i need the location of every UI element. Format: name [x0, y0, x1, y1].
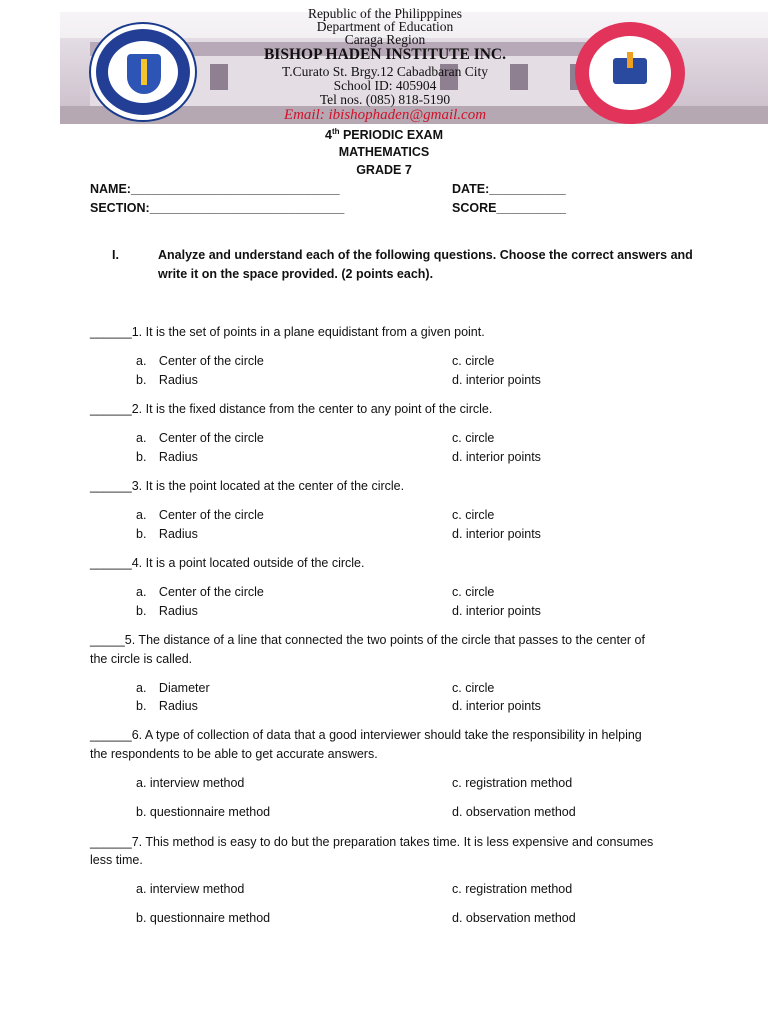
question-1-choice-d: d. interior points [452, 373, 541, 387]
header-department: Department of Education [316, 19, 454, 34]
question-7-choice-c: c. registration method [452, 882, 573, 896]
question-6-stem-cont: the respondents to be able to get accurate answers. [90, 747, 378, 761]
question-6-stem[interactable]: ______6. A type of collection of data that a good interviewer should take the responsibility in helping [90, 728, 642, 742]
question-4-choice-b: b. Radius [136, 604, 198, 618]
question-5-choice-d: d. interior points [452, 699, 541, 713]
header-school-id: School ID: 405904 [333, 78, 437, 93]
question-2-choice-c: c. circle [452, 431, 495, 445]
question-7-stem-cont: less time. [90, 853, 143, 867]
question-5-choice-b: b. Radius [136, 699, 198, 713]
exam-title: 4th PERIODIC EXAM [324, 127, 443, 143]
question-5-choice-c: c. circle [452, 681, 495, 695]
question-7-choice-a: a. interview method [136, 882, 245, 896]
header-telephone: Tel nos. (085) 818-5190 [319, 92, 451, 107]
question-3-choice-b: b. Radius [136, 527, 198, 541]
instruction-numeral: I. [112, 248, 119, 262]
question-2-choice-a: a. Center of the circle [136, 431, 264, 445]
question-1-choice-a: a. Center of the circle [136, 354, 264, 368]
bhi-seal-torch-icon [627, 52, 633, 68]
question-3-choice-d: d. interior points [452, 527, 541, 541]
question-3-choice-c: c. circle [452, 508, 495, 522]
question-7-choice-d: d. observation method [452, 911, 576, 925]
question-6-choice-a: a. interview method [136, 776, 245, 790]
exam-subject: MATHEMATICS [338, 145, 430, 159]
question-2-choice-b: b. Radius [136, 450, 198, 464]
question-3-stem[interactable]: ______3. It is the point located at the center of the circle. [90, 479, 405, 493]
instruction-line-2: write it on the space provided. (2 points each). [158, 267, 434, 281]
question-2-choice-d: d. interior points [452, 450, 541, 464]
question-4-choice-d: d. interior points [452, 604, 541, 618]
question-4-stem[interactable]: ______4. It is a point located outside of the circle. [90, 556, 365, 570]
question-7-choice-b: b. questionnaire method [136, 911, 271, 925]
question-6-choice-c: c. registration method [452, 776, 573, 790]
section-field[interactable]: SECTION:____________________________ [90, 201, 345, 215]
question-6-choice-b: b. questionnaire method [136, 805, 271, 819]
question-5-choice-a: a. Diameter [136, 681, 210, 695]
date-field[interactable]: DATE:___________ [452, 182, 566, 196]
question-1-choice-c: c. circle [452, 354, 495, 368]
name-field[interactable]: NAME:______________________________ [90, 182, 340, 196]
deped-seal-torch-icon [141, 59, 147, 85]
question-6-choice-d: d. observation method [452, 805, 576, 819]
question-4-choice-a: a. Center of the circle [136, 585, 264, 599]
deped-seal-logo [89, 22, 197, 122]
question-1-stem[interactable]: ______1. It is the set of points in a plane equidistant from a given point. [90, 325, 485, 339]
instruction-line-1: Analyze and understand each of the following questions. Choose the correct answers and [158, 248, 693, 262]
header-address: T.Curato St. Brgy.12 Cabadbaran City [282, 64, 488, 79]
question-5-stem[interactable]: _____5. The distance of a line that connected the two points of the circle that passes to the center of [90, 633, 645, 647]
exam-grade: GRADE 7 [356, 163, 412, 177]
bhi-school-seal-logo [575, 22, 685, 124]
header-region: Caraga Region [344, 32, 426, 47]
question-1-choice-b: b. Radius [136, 373, 198, 387]
question-3-choice-a: a. Center of the circle [136, 508, 264, 522]
header-school-name: BISHOP HADEN INSTITUTE INC. [263, 46, 507, 63]
question-2-stem[interactable]: ______2. It is the fixed distance from the center to any point of the circle. [90, 402, 493, 416]
header-republic: Republic of the Philipppines [307, 6, 463, 21]
header-email: Email: ibishophaden@gmail.com [283, 107, 487, 123]
question-5-stem-cont: the circle is called. [90, 652, 193, 666]
question-7-stem[interactable]: ______7. This method is easy to do but the preparation takes time. It is less expensive and consumes [90, 835, 654, 849]
question-4-choice-c: c. circle [452, 585, 495, 599]
score-field[interactable]: SCORE__________ [452, 201, 566, 215]
